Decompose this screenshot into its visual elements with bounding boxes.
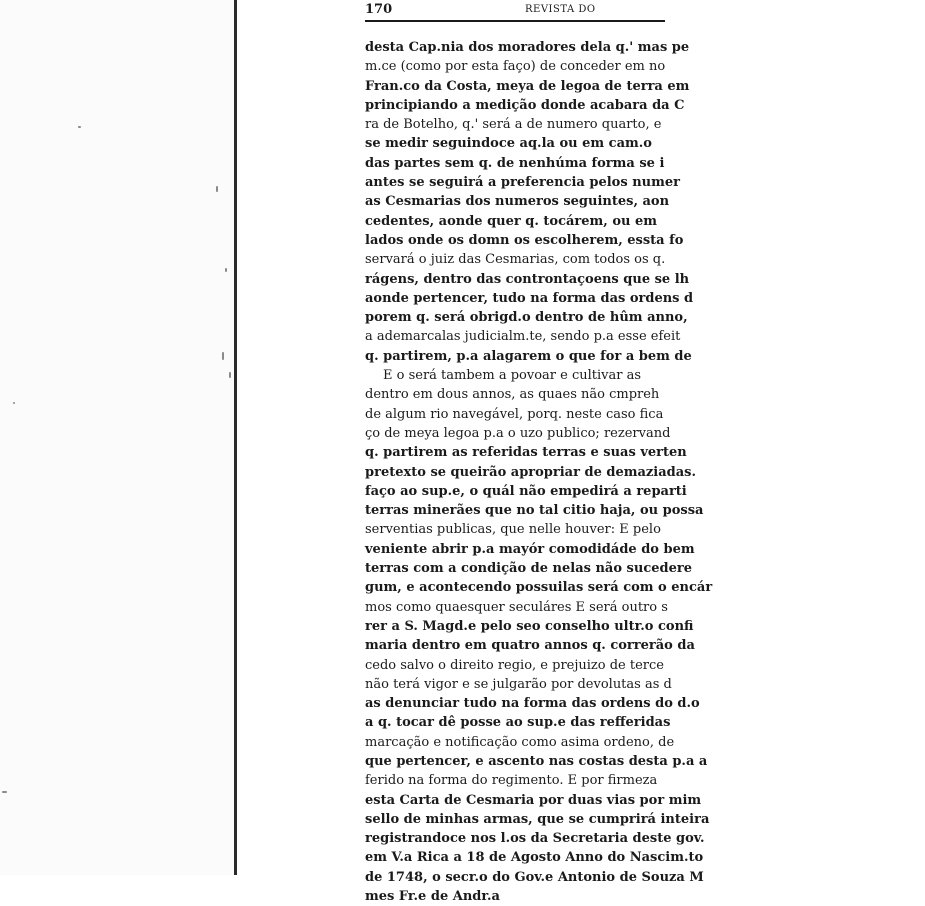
text-line: sello de minhas armas, que se cumprirá inteira (365, 811, 710, 827)
text-line: mes Fr.e de Andr.a (365, 889, 500, 905)
text-line: Fran.co da Costa, meya de legoa de terra em (365, 78, 690, 94)
header-rule (365, 20, 665, 22)
text-line: q. partirem, p.a alagarem o que for a bem de (365, 348, 692, 364)
running-head: REVISTA DO (525, 4, 596, 15)
page-speck (78, 126, 81, 128)
text-line: aonde pertencer, tudo na forma das ordens d (365, 290, 694, 306)
text-line: de 1748, o secr.o do Gov.e Antonio de Souza M (365, 869, 704, 885)
text-line: porem q. será obrigd.o dentro de hûm anno, (365, 310, 688, 326)
text-line: veniente abrir p.a mayór comodidáde do bem (365, 541, 695, 557)
page-speck (229, 372, 231, 378)
text-line: maria dentro em quatro annos q. correrão da (365, 638, 695, 654)
text-line: ço de meya legoa p.a o uzo publico; rezervand (365, 425, 671, 441)
text-line: m.ce (como por esta faço) de conceder em no (365, 59, 666, 75)
page-header (365, 2, 665, 22)
text-line: cedentes, aonde quer q. tocárem, ou em (365, 213, 658, 229)
text-line: servará o juiz das Cesmarias, com todos os q. (365, 252, 666, 268)
text-line: a q. tocar dê posse ao sup.e das refferidas (365, 715, 671, 731)
text-line: as denunciar tudo na forma das ordens do d.o (365, 696, 700, 712)
text-line: terras com a condição de nelas não sucedere (365, 561, 692, 577)
left-page-margin (0, 0, 234, 875)
text-line: desta Cap.nia dos moradores dela q.' mas pe (365, 40, 690, 55)
text-line: gum, e acontecendo possuilas será com o encár (365, 580, 713, 596)
text-line: a ademarcalas judicialm.te, sendo p.a esse efeit (365, 329, 681, 345)
page-speck (216, 186, 218, 192)
page-speck (13, 402, 15, 404)
text-line: faço ao sup.e, o quál não empedirá a reparti (365, 483, 687, 499)
page-speck (225, 268, 227, 272)
text-line: esta Carta de Cesmaria por duas vias por mim (365, 792, 702, 808)
text-line: mos como quaesquer seculáres E será outro s (365, 599, 668, 615)
text-line: ferido na forma do regimento. E por firmeza (365, 773, 658, 789)
text-page (237, 0, 713, 905)
page-speck (222, 352, 224, 360)
text-line: dentro em dous annos, as quaes não cmpreh (365, 387, 660, 403)
text-line: das partes sem q. de nenhúma forma se i (365, 155, 665, 171)
text-line: antes se seguirá a preferencia pelos numer (365, 175, 680, 191)
text-line: serventias publicas, que nelle houver: E pelo (365, 522, 661, 538)
text-line: ra de Botelho, q.' será a de numero quarto, e (365, 117, 662, 133)
text-line: rágens, dentro das controntaçoens que se lh (365, 271, 690, 287)
text-line: não terá vigor e se julgarão por devolutas as d (365, 676, 672, 692)
text-line: registrandoce nos l.os da Secretaria deste gov. (365, 831, 705, 847)
text-line: E o será tambem a povoar e cultivar as (383, 368, 642, 384)
text-line: q. partirem as referidas terras e suas verten (365, 445, 687, 461)
text-line: de algum rio navegável, porq. neste caso fica (365, 406, 664, 422)
body-text (365, 38, 925, 906)
page-number: 170 (365, 2, 393, 17)
text-line: lados onde os domn os escolherem, essta fo (365, 232, 684, 248)
text-line: principiando a medição donde acabara da C (365, 97, 685, 113)
text-line: em V.a Rica a 18 de Agosto Anno do Nascim.to (365, 850, 704, 866)
text-line: as Cesmarias dos numeros seguintes, aon (365, 194, 670, 210)
text-line: que pertencer, e ascento nas costas desta p.a a (365, 753, 708, 769)
text-line: marcação e notificação como asima ordeno, de (365, 734, 675, 750)
text-line: se medir seguindoce aq.la ou em cam.o (365, 136, 652, 152)
text-line: rer a S. Magd.e pelo seo conselho ultr.o confi (365, 618, 694, 634)
text-line: cedo salvo o direito regio, e prejuizo de terce (365, 657, 664, 673)
text-line: pretexto se queirão apropriar de demaziadas. (365, 464, 697, 480)
text-line: terras minerães que no tal citio haja, ou possa (365, 503, 704, 519)
page-speck (2, 791, 7, 793)
